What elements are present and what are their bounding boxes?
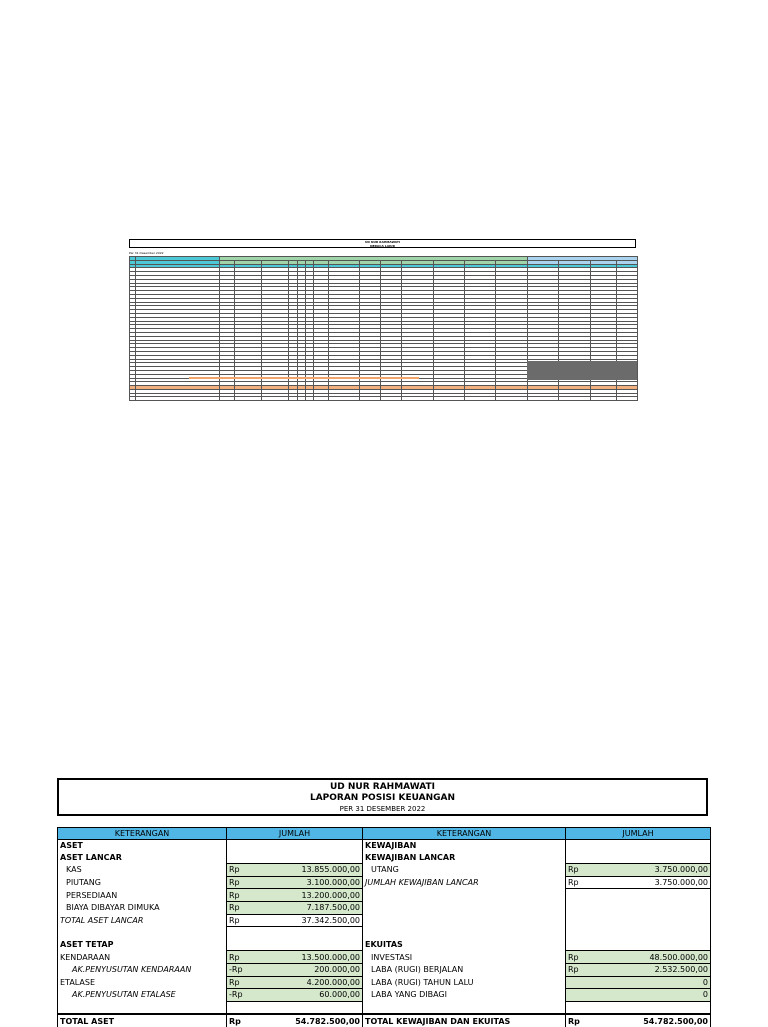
label-ak-penyusutan-etalase: AK.PENYUSUTAN ETALASE: [58, 989, 227, 1002]
table-row: [58, 1001, 711, 1014]
label-investasi: INVESTASI: [363, 951, 566, 964]
value-ak-penyusutan-etalase: -Rp 60.000,00: [227, 989, 363, 1002]
value-total-aset: Rp 54.782.500,00: [227, 1014, 363, 1027]
label-ekuitas: EKUITAS: [363, 939, 566, 951]
label-total-aset: TOTAL ASET: [58, 1014, 227, 1027]
worksheet-title: [129, 239, 636, 248]
value-laba-tahun-lalu: 0: [566, 976, 711, 989]
worksheet-thumbnail: [129, 239, 638, 380]
table-row: [58, 976, 711, 989]
label-persediaan: PERSEDIAAN: [58, 889, 227, 902]
label-aset-tetap: ASET TETAP: [58, 939, 227, 951]
value-laba-berjalan: Rp 2.532.500,00: [566, 963, 711, 976]
label-kendaraan: KENDARAAN: [58, 951, 227, 964]
worksheet-date: Per 31 Desember 2022: [129, 251, 164, 255]
label-total-kewajiban-ekuitas: TOTAL KEWAJIBAN DAN EKUITAS: [363, 1014, 566, 1027]
label-total-aset-lancar: TOTAL ASET LANCAR: [58, 914, 227, 927]
value-investasi: Rp 48.500.000,00: [566, 951, 711, 964]
col-jumlah-left: JUMLAH: [227, 828, 363, 840]
value-total-kewajiban-ekuitas: Rp 54.782.500,00: [566, 1014, 711, 1027]
col-jumlah-right: JUMLAH: [566, 828, 711, 840]
label-laba-berjalan: LABA (RUGI) BERJALAN: [363, 963, 566, 976]
worksheet-bottom-bar: [189, 377, 419, 379]
report-company: UD NUR RAHMAWATI: [329, 782, 436, 792]
value-biaya-dibayar-dimuka: Rp 7.187.500,00: [227, 901, 363, 914]
report-title: LAPORAN POSISI KEUANGAN: [309, 793, 456, 803]
report-header: [57, 778, 708, 816]
table-row: [58, 951, 711, 964]
label-aset-lancar: ASET LANCAR: [58, 852, 227, 864]
label-etalase: ETALASE: [58, 976, 227, 989]
value-kendaraan: Rp 13.500.000,00: [227, 951, 363, 964]
table-row: [58, 864, 711, 877]
label-aset: ASET: [58, 840, 227, 852]
label-piutang: PIUTANG: [58, 876, 227, 889]
value-kas: Rp 13.855.000,00: [227, 864, 363, 877]
value-total-aset-lancar: Rp 37.342.500,00: [227, 914, 363, 927]
value-jumlah-kewajiban-lancar: Rp 3.750.000,00: [566, 876, 711, 889]
table-row: [58, 840, 711, 852]
value-laba-dibagi: 0: [566, 989, 711, 1002]
table-row: [58, 914, 711, 927]
table-row: [58, 901, 711, 914]
label-kewajiban: KEWAJIBAN: [363, 840, 566, 852]
value-utang: Rp 3.750.000,00: [566, 864, 711, 877]
table-row: [58, 889, 711, 902]
label-ak-penyusutan-kendaraan: AK.PENYUSUTAN KENDARAAN: [58, 963, 227, 976]
value-ak-penyusutan-kendaraan: -Rp 200.000,00: [227, 963, 363, 976]
label-laba-tahun-lalu: LABA (RUGI) TAHUN LALU: [363, 976, 566, 989]
col-keterangan-right: KETERANGAN: [363, 828, 566, 840]
label-jumlah-kewajiban-lancar: JUMLAH KEWAJIBAN LANCAR: [363, 876, 566, 889]
worksheet-shaded-block: [527, 361, 637, 380]
balance-sheet-header-row: [58, 828, 711, 840]
label-biaya-dibayar-dimuka: BIAYA DIBAYAR DIMUKA: [58, 901, 227, 914]
worksheet-title-line2: NERACA LAJUR: [370, 243, 395, 248]
label-kas: KAS: [58, 864, 227, 877]
report-period: PER 31 DESEMBER 2022: [339, 805, 426, 813]
worksheet-title-line1: UD NUR RAHMAWATI: [364, 240, 400, 244]
balance-sheet-table: [57, 827, 711, 1027]
label-laba-dibagi: LABA YANG DIBAGI: [363, 989, 566, 1002]
table-row: [58, 963, 711, 976]
label-utang: UTANG: [363, 864, 566, 877]
table-row: [58, 876, 711, 889]
table-row: [58, 939, 711, 951]
label-kewajiban-lancar: KEWAJIBAN LANCAR: [363, 852, 566, 864]
value-persediaan: Rp 13.200.000,00: [227, 889, 363, 902]
value-piutang: Rp 3.100.000,00: [227, 876, 363, 889]
table-row: [58, 927, 711, 939]
table-row: [58, 989, 711, 1002]
table-row: [58, 852, 711, 864]
total-row: [58, 1014, 711, 1027]
col-keterangan-left: KETERANGAN: [58, 828, 227, 840]
value-etalase: Rp 4.200.000,00: [227, 976, 363, 989]
